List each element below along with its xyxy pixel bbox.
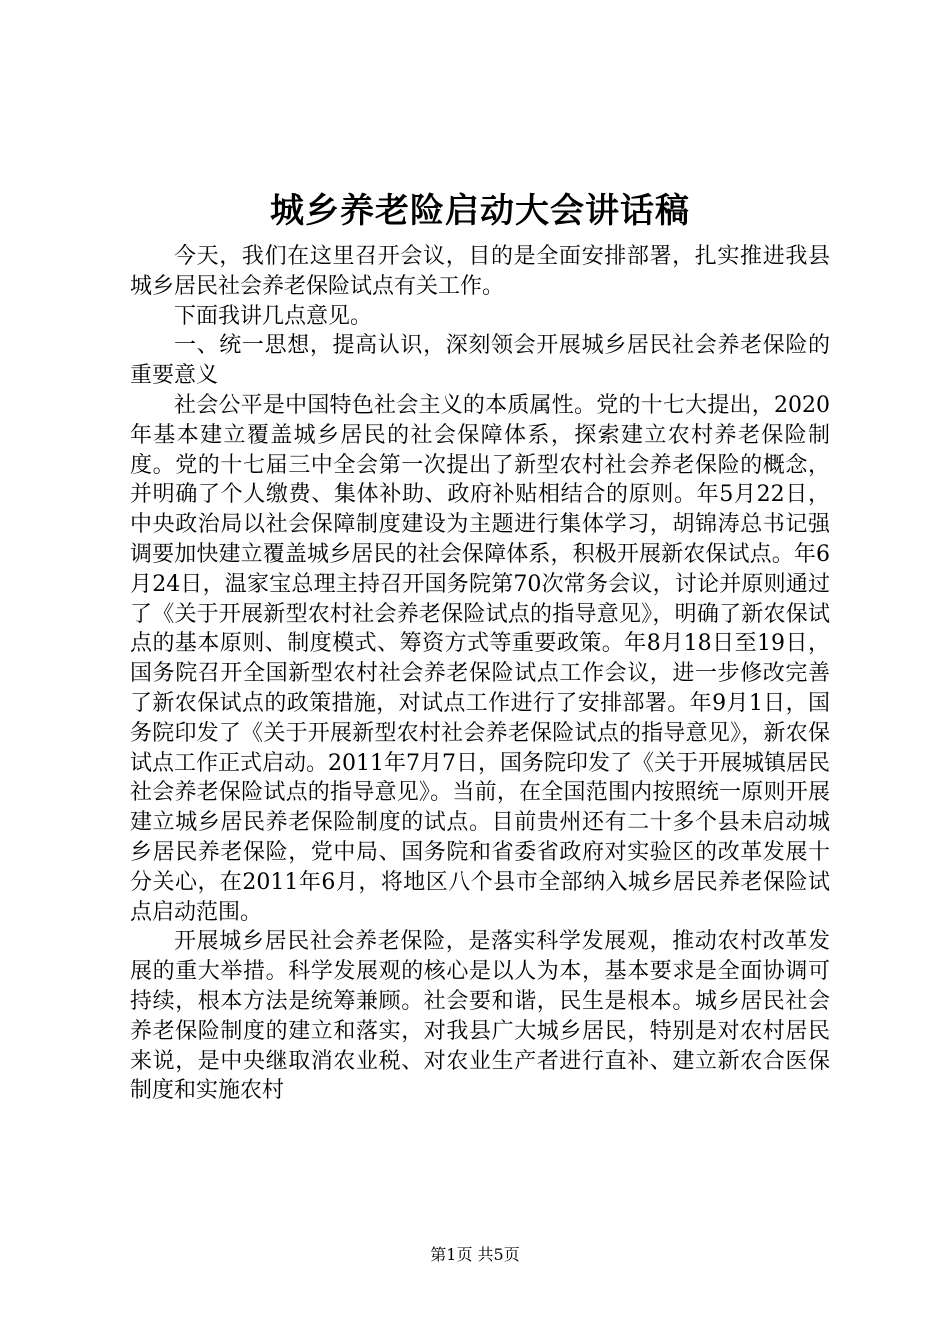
document-title: 城乡养老险启动大会讲话稿: [270, 191, 690, 231]
paragraph-intro: 下面我讲几点意见。: [174, 303, 373, 329]
paragraph-opening: 今天，我们在这里召开会议，目的是全面安排部署，扎实推进我县城乡居民社会养老保险试点有关工作。: [130, 244, 830, 299]
section-heading-1: 一、统一思想，提高认识，深刻领会开展城乡居民社会养老保险的重要意义: [130, 333, 830, 389]
document-body: [130, 188, 830, 1106]
paragraph-development: 开展城乡居民社会养老保险，是落实科学发展观，推动农村改革发展的重大举措。科学发展观的核心是以人为本，基本要求是全面协调可持续，根本方法是统筹兼顾。社会要和谐，民生是根本。城乡居民社会养老保险制度的建立和落实，对我县广大城乡居民，特别是对农村居民来说，是中央继取消农业税、对农业生产者进行直补、建立新农合医保制度和实施农村: [130, 929, 830, 1104]
page-number-footer: 第1页 共5页: [430, 1245, 520, 1264]
paragraph-social-fairness: 社会公平是中国特色社会主义的本质属性。党的十七大提出，2020年基本建立覆盖城乡居民的社会保障体系，探索建立农村养老保险制度。党的十七届三中全会第一次提出了新型农村社会养老保险的概念，并明确了个人缴费、集体补助、政府补贴相结合的原则。年5月22日，中央政治局以社会保障制度建设为主题进行集体学习，胡锦涛总书记强调要加快建立覆盖城乡居民的社会保障体系，积极开展新农保试点。年6月24日，温家宝总理主持召开国务院第70次常务会议，讨论并原则通过了《关于开展新型农村社会养老保险试点的指导意见》，明确了新农保试点的基本原则、制度模式、筹资方式等重要政策。年8月18日至19日，国务院召开全国新型农村社会养老保险试点工作会议，进一步修改完善了新农保试点的政策措施，对试点工作进行了安排部署。年9月1日，国务院印发了《关于开展新型农村社会养老保险试点的指导意见》，新农保试点工作正式启动。2011年7月7日，国务院印发了《关于开展城镇居民社会养老保险试点的指导意见》。当前，在全国范围内按照统一原则开展建立城乡居民养老保险制度的试点。目前贵州还有二十多个县未启动城乡居民养老保险，党中局、国务院和省委省政府对实验区的改革发展十分关心，在2011年6月，将地区八个县市全部纳入城乡居民养老保险试点启动范围。: [130, 392, 830, 925]
